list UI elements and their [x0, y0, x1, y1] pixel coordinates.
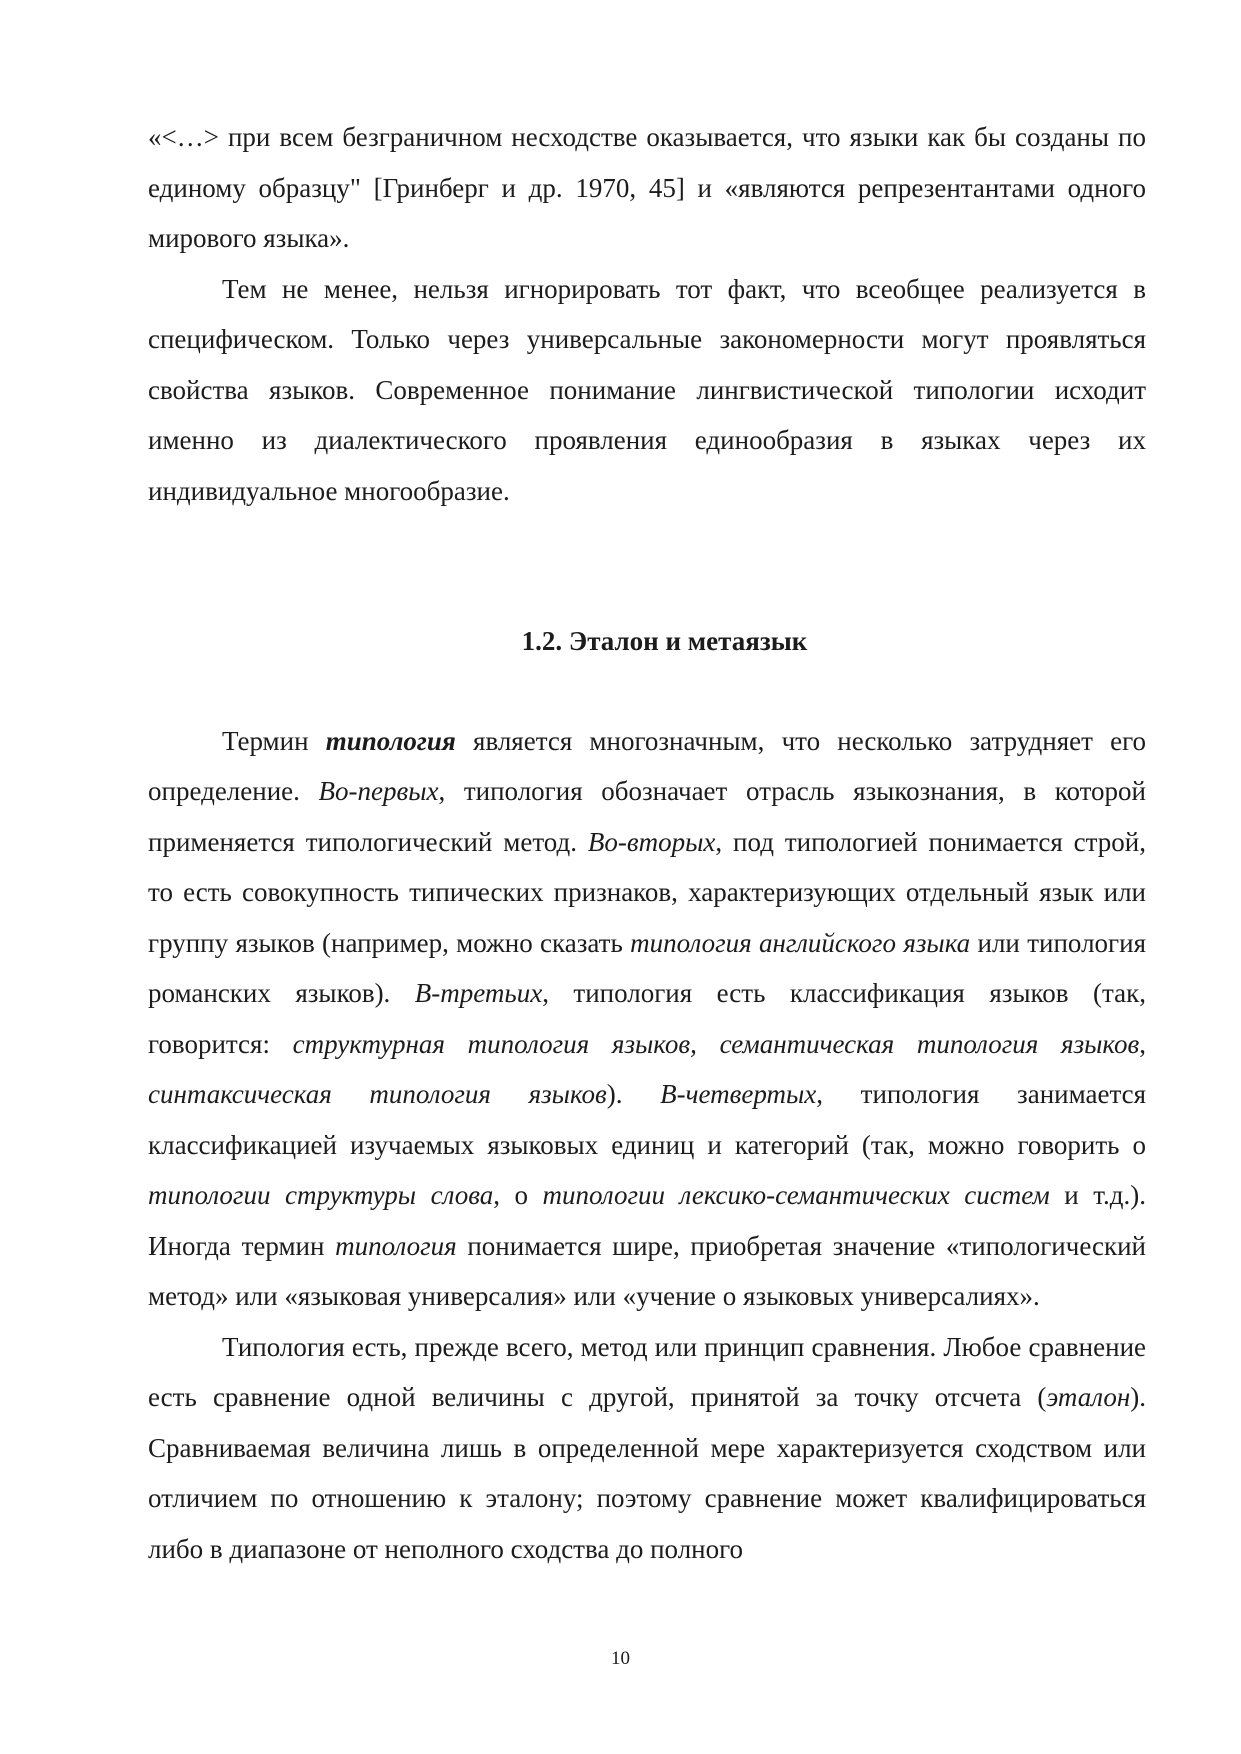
italic-run: типологии лексико-семантических систем	[542, 1180, 1050, 1210]
text-run: Термин	[222, 725, 326, 756]
text-run: или типология романских языков).	[148, 927, 1146, 1008]
text-run: и т.д.). Иногда термин	[148, 1180, 1147, 1261]
text-run: , типология есть классификация языков (так, говорится:	[148, 978, 1146, 1059]
page-number: 10	[611, 1648, 630, 1669]
text-run: понимается шире, приобретая значение «типологический метод» или «языковая универсалия» или «учение о языковых универсалиях».	[148, 1230, 1146, 1311]
italic-run: типологии структуры слова	[148, 1180, 494, 1210]
italic-run: Во-первых	[318, 776, 439, 806]
italic-run: эталон	[1046, 1382, 1131, 1412]
paragraph-typology-definition	[148, 716, 1146, 1322]
text-run: ).	[606, 1079, 661, 1109]
section-heading: 1.2. Эталон и метаязык	[521, 626, 808, 656]
term-emphasis: типология	[325, 725, 456, 756]
text-run: ). Сравниваемая величина лишь в определенной мере характеризуется сходством или отличием по отношению к эталону; поэтому сравнение может квалифицироваться либо в диапазоне от неполного сходства до полного	[148, 1382, 1146, 1564]
italic-run: семантическая типология языков	[719, 1028, 1140, 1059]
italic-run: типология английского языка	[630, 927, 971, 958]
text-run: Типология есть, прежде всего, метод или принцип сравнения. Любое сравнение есть сравнение одной величины с другой, принятой за точку отсчета (	[148, 1331, 1146, 1412]
italic-run: типология	[335, 1230, 457, 1261]
italic-run: Во-вторых	[587, 826, 716, 857]
text-run: ,	[1139, 1028, 1147, 1059]
paragraph-quote-continuation: «<…> при всем безграничном несходстве оказывается, что языки как бы созданы по единому образцу" [Гринберг и др. 1970, 45] и «являются репрезентантами одного мирового языка».	[148, 122, 1146, 253]
text-run: является многозначным, что несколько затрудняет его определение.	[148, 725, 1146, 806]
text-run: , под типологией понимается строй, то есть совокупность типических признаков, характеризующих отдельный язык или группу языков (например, можно сказать	[148, 826, 1146, 958]
paragraph-comparison-method	[148, 1322, 1146, 1575]
italic-run: В-четвертых	[660, 1079, 817, 1109]
italic-run: синтаксическая типология языков	[148, 1079, 607, 1109]
document-page	[148, 112, 1146, 1574]
italic-run: В-третьих	[414, 978, 543, 1008]
paragraph-universal-specific: Тем не менее, нельзя игнорировать тот факт, что всеобщее реализуется в специфическом. Только через универсальные закономерности могут проявляться свойства языков. Современное понимание лингвистической типологии исходит именно из диалектического проявления единообразия в языках через их индивидуальное многообразие.	[148, 273, 1146, 506]
italic-run: структурная типология языков	[292, 1028, 691, 1059]
text-run: , типология обозначает отрасль языкознания, в которой применяется типологический метод.	[148, 776, 1147, 857]
text-run: , типология занимается классификацией изучаемых языковых единиц и категорий (так, можно говорить о	[148, 1079, 1147, 1160]
italic-run: ,	[690, 1028, 720, 1059]
text-run: , о	[493, 1180, 543, 1210]
